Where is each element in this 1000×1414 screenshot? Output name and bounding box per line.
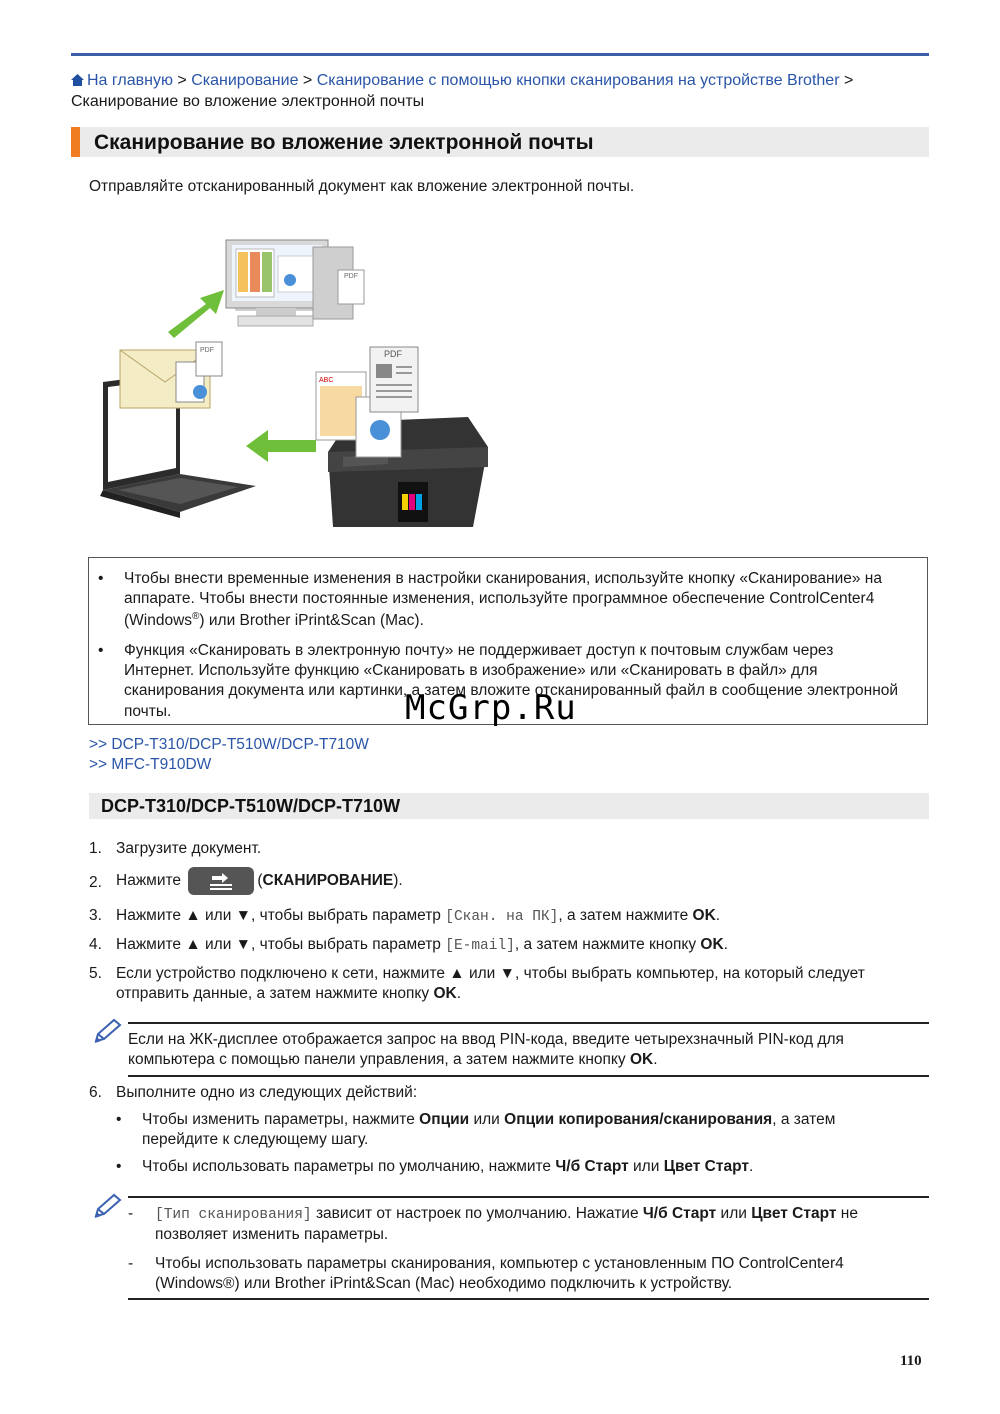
scan-button-icon bbox=[188, 867, 254, 895]
svg-text:PDF: PDF bbox=[200, 347, 214, 354]
intro-text: Отправляйте отсканированный документ как вложение электронной почты. bbox=[89, 178, 635, 195]
pencil-note-icon bbox=[92, 1017, 124, 1045]
breadcrumb-home[interactable]: На главную bbox=[87, 72, 173, 89]
arrow-left-icon bbox=[246, 430, 316, 462]
svg-text:PDF: PDF bbox=[344, 273, 358, 280]
section-title-bar bbox=[89, 793, 929, 819]
breadcrumb-brother[interactable]: Brother bbox=[787, 72, 840, 89]
breadcrumb-scan[interactable]: Сканирование bbox=[191, 72, 299, 89]
breadcrumb-sep: > bbox=[843, 72, 854, 89]
breadcrumb-current: Сканирование во вложение электронной почты bbox=[71, 92, 425, 110]
breadcrumb bbox=[71, 71, 929, 113]
svg-text:ABC: ABC bbox=[319, 377, 334, 384]
step-2: 2. Нажмите (СКАНИРОВАНИЕ). bbox=[89, 867, 929, 897]
note-item: • Чтобы внести временные изменения в настройки сканирования, используйте кнопку «Сканирование» на аппарате. Чтобы внести постоянные изменения, используйте программное обеспечение ControlCenter4 (Windows®) или Brother iPrint&Scan (Mac). bbox=[98, 570, 882, 630]
note-item: • Функция «Сканировать в электронную почту» не поддерживает доступ к почтовым службам через Интернет. Используйте функцию «Сканировать в изображение» или «Сканировать в файл» для сканирования документа или картинки, а затем вложите отсканированный файл в сообщение электронной почты. bbox=[98, 641, 899, 720]
section-title: DCP-T310/DCP-T510W/DCP-T710W bbox=[101, 796, 401, 816]
hint-item: - [Тип сканирования] зависит от настроек по умолчанию. Нажатие Ч/б Старт или Цвет Старт не позволяет изменить параметры. bbox=[128, 1205, 858, 1244]
page-number: 110 bbox=[900, 1353, 922, 1369]
hint-scan-settings bbox=[128, 1196, 929, 1300]
title-accent bbox=[71, 127, 80, 157]
breadcrumb-sep: > bbox=[302, 72, 313, 89]
pencil-note-icon bbox=[92, 1192, 124, 1220]
hint-item: - Чтобы использовать параметры сканирования, компьютер с установленным ПО ControlCenter4 (Windows®) или Brother iPrint&Scan (Mac) необходимо подключить к устройству. bbox=[128, 1254, 844, 1293]
hint-pin: Если на ЖК-дисплее отображается запрос на ввод PIN-кода, введите четырехзначный PIN-код для компьютера с помощью панели управления, а затем нажмите кнопку OK. bbox=[128, 1022, 929, 1077]
top-rule bbox=[71, 53, 929, 56]
breadcrumb-sep: > bbox=[177, 72, 187, 89]
breadcrumb-scan-button[interactable]: Сканирование с помощью кнопки сканирования на устройстве bbox=[316, 72, 783, 89]
desktop-computer-icon bbox=[226, 240, 364, 326]
scan-to-email-illustration bbox=[88, 232, 503, 537]
page-title-bar bbox=[71, 127, 929, 157]
link-mfc-model[interactable]: >> MFC-T910DW bbox=[89, 756, 212, 774]
arrow-up-icon bbox=[168, 290, 224, 338]
model-links bbox=[89, 735, 369, 775]
home-icon[interactable] bbox=[71, 74, 84, 86]
watermark: McGrp.Ru bbox=[405, 688, 577, 728]
page-title: Сканирование во вложение электронной почты bbox=[94, 131, 594, 154]
link-dcp-models[interactable]: >> DCP-T310/DCP-T510W/DCP-T710W bbox=[89, 736, 369, 753]
svg-text:PDF: PDF bbox=[384, 349, 402, 359]
email-envelope-icon bbox=[120, 342, 222, 408]
